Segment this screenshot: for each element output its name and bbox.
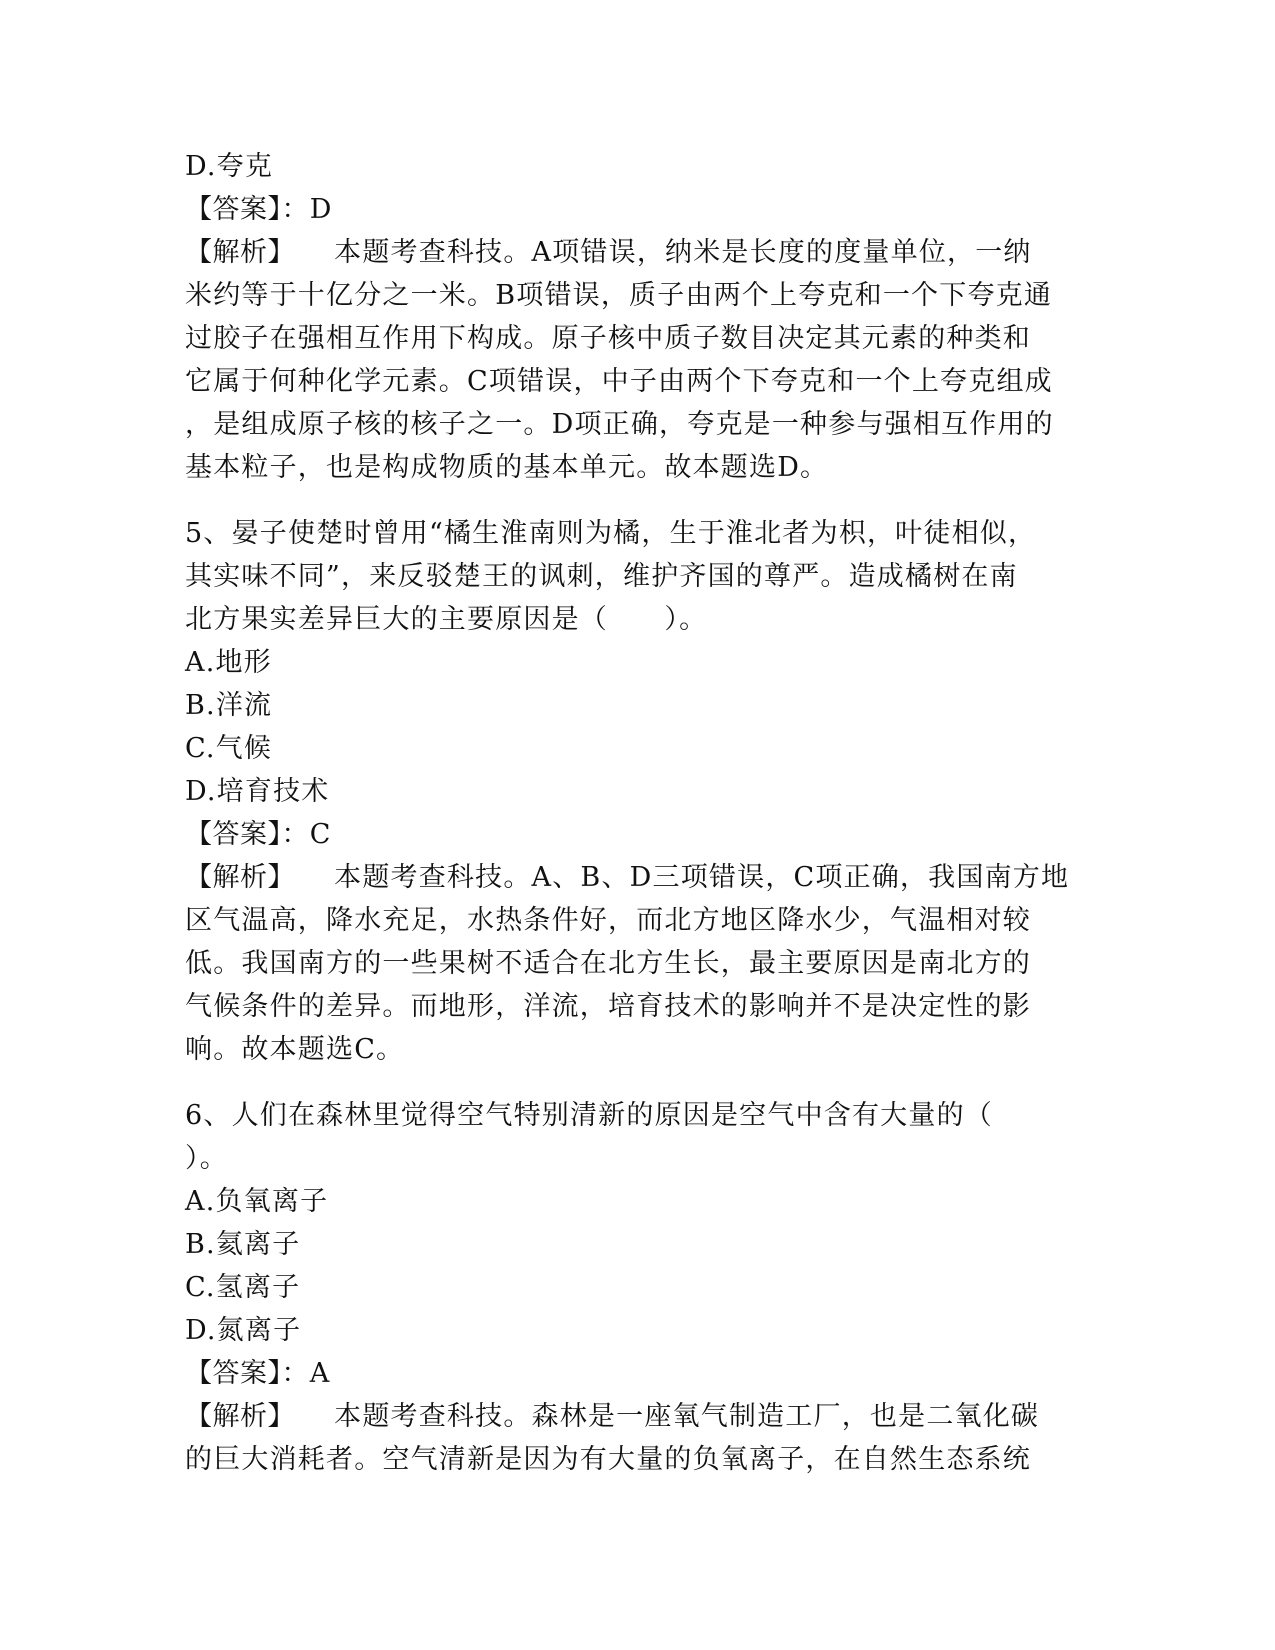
question-stem: 5、晏子使楚时曾用“橘生淮南则为橘，生于淮北者为枳，叶徒相似，	[185, 518, 1037, 549]
question-stem: 北方果实差异巨大的主要原因是（ ）。	[185, 604, 708, 635]
analysis-text: 本题考查科技。A项错误，纳米是长度的度量单位，一纳	[295, 237, 1032, 268]
analysis-text: 气候条件的差异。而地形，洋流，培育技术的影响并不是决定性的影	[185, 991, 1031, 1022]
analysis-text: 的巨大消耗者。空气清新是因为有大量的负氧离子，在自然生态系统	[185, 1444, 1031, 1475]
answer-value: ：D	[281, 194, 333, 225]
spacer	[185, 489, 1085, 512]
question-stem: 其实味不同”，来反驳楚王的讽刺，维护齐国的尊严。造成橘树在南	[185, 561, 1018, 592]
answer-label: 【答案】	[185, 1358, 282, 1389]
analysis-text: 米约等于十亿分之一米。B项错误，质子由两个上夸克和一个下夸克通	[185, 280, 1053, 311]
answer-label: 【答案】	[185, 194, 282, 225]
analysis-line	[185, 1395, 1085, 1438]
answer-value: ：C	[281, 819, 332, 850]
analysis-text: 基本粒子，也是构成物质的基本单元。故本题选D。	[185, 452, 829, 483]
option-d: D.培育技术	[185, 776, 330, 807]
option-b: B.氦离子	[185, 1229, 301, 1260]
analysis-line	[185, 231, 1085, 274]
analysis-text: 低。我国南方的一些果树不适合在北方生长，最主要原因是南北方的	[185, 948, 1031, 979]
question-stem: ）。	[185, 1143, 228, 1174]
option-b: B.洋流	[185, 690, 273, 721]
analysis-line	[185, 856, 1085, 899]
document-page	[185, 145, 1085, 1481]
analysis-text: 它属于何种化学元素。C项错误，中子由两个下夸克和一个上夸克组成	[185, 366, 1053, 397]
option-d: D.夸克	[185, 151, 274, 182]
analysis-label: 【解析】	[185, 237, 295, 268]
analysis-label: 【解析】	[185, 862, 295, 893]
option-c: C.气候	[185, 733, 273, 764]
option-a: A.地形	[185, 647, 272, 678]
spacer	[185, 1071, 1085, 1094]
option-a: A.负氧离子	[185, 1186, 329, 1217]
answer-line	[185, 813, 1085, 856]
answer-label: 【答案】	[185, 819, 282, 850]
answer-line	[185, 188, 1085, 231]
analysis-text: 过胶子在强相互作用下构成。原子核中质子数目决定其元素的种类和	[185, 323, 1031, 354]
answer-line	[185, 1352, 1085, 1395]
option-d: D.氮离子	[185, 1315, 302, 1346]
option-c: C.氢离子	[185, 1272, 301, 1303]
analysis-text: ，是组成原子核的核子之一。D项正确，夸克是一种参与强相互作用的	[185, 409, 1054, 440]
analysis-text: 区气温高，降水充足，水热条件好，而北方地区降水少，气温相对较	[185, 905, 1031, 936]
analysis-label: 【解析】	[185, 1401, 295, 1432]
analysis-text: 响。故本题选C。	[185, 1034, 405, 1065]
analysis-text: 本题考查科技。森林是一座氧气制造工厂，也是二氧化碳	[295, 1401, 1040, 1432]
question-stem: 6、人们在森林里觉得空气特别清新的原因是空气中含有大量的（	[185, 1100, 993, 1131]
answer-value: ：A	[281, 1358, 331, 1389]
analysis-text: 本题考查科技。A、B、D三项错误，C项正确，我国南方地	[295, 862, 1070, 893]
